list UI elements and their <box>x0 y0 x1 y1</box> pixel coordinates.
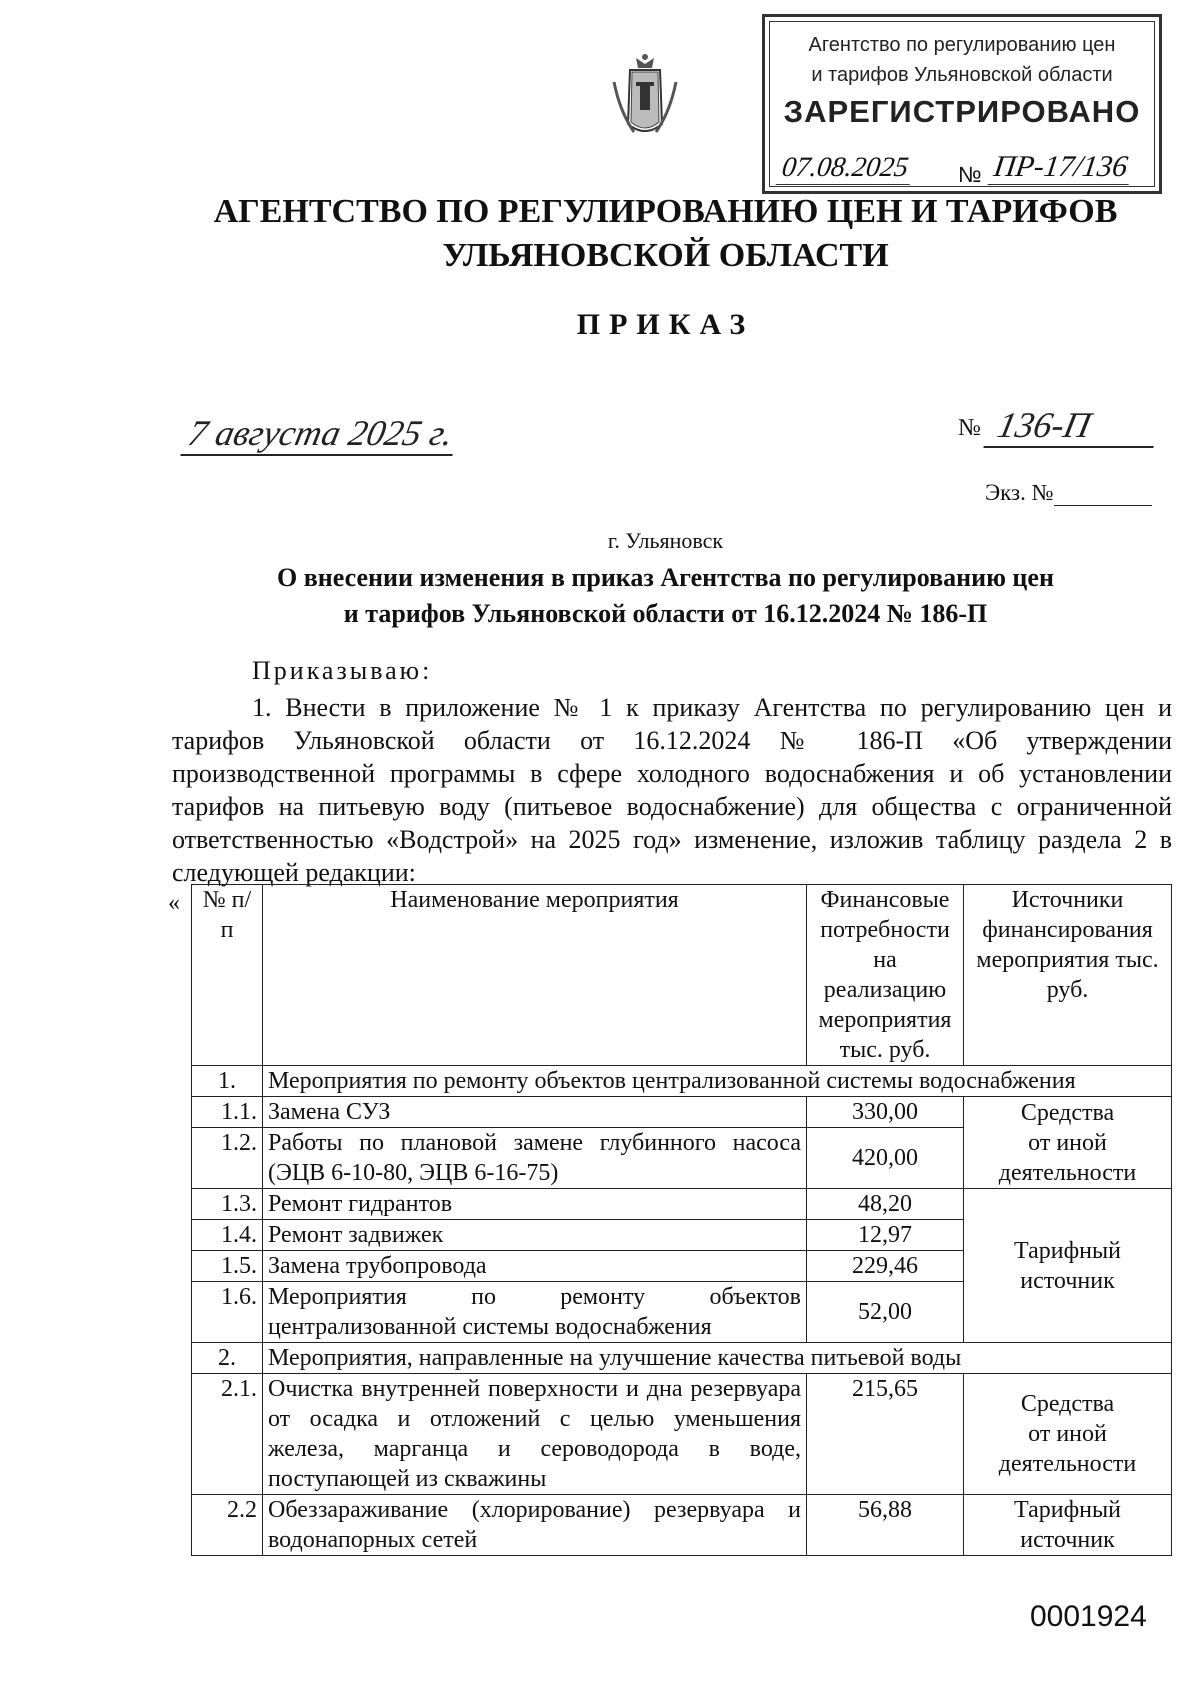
row-name: Очистка внутренней поверхности и дна резервуара от осадка и отложений с целью уменьшения железа, марганца и сероводорода в воде, поступающей из скважины <box>263 1374 807 1495</box>
funding-source-line: деятельности <box>998 1451 1137 1477</box>
header-fin: Финансовые потребности на реализацию мероприятия тыс. руб. <box>807 885 964 1066</box>
row-num: 1.2. <box>192 1128 263 1189</box>
funding-source-line: Тарифный <box>1014 1237 1121 1264</box>
row-num: 1.6. <box>192 1282 263 1343</box>
header-num: № п/п <box>192 885 263 1066</box>
registration-stamp <box>762 14 1162 194</box>
table-row <box>192 1495 1172 1556</box>
row-name: Ремонт гидрантов <box>263 1189 807 1220</box>
copy-number-label: Экз. № <box>985 480 1054 505</box>
row-name: Ремонт задвижек <box>263 1220 807 1251</box>
row-fin: 330,00 <box>807 1097 964 1128</box>
funding-source-cell <box>964 1189 1172 1343</box>
row-name: Замена трубопровода <box>263 1251 807 1282</box>
section-num: 2. <box>192 1343 263 1374</box>
stamp-registered: ЗАРЕГИСТРИРОВАНО <box>783 94 1141 129</box>
order-subject <box>0 560 1200 632</box>
table-row <box>192 1189 1172 1220</box>
stamp-number-label: № <box>958 162 982 187</box>
row-num: 1.3. <box>192 1189 263 1220</box>
row-fin: 215,65 <box>807 1374 964 1495</box>
copy-number-blank <box>1054 505 1152 506</box>
coat-of-arms-icon <box>610 52 680 142</box>
row-fin: 229,46 <box>807 1251 964 1282</box>
row-fin: 52,00 <box>807 1282 964 1343</box>
row-num: 1.4. <box>192 1220 263 1251</box>
row-fin: 48,20 <box>807 1189 964 1220</box>
order-verb: Приказываю: <box>252 656 433 685</box>
copy-number <box>985 480 1152 506</box>
order-paragraph <box>172 691 1172 889</box>
row-fin: 56,88 <box>807 1495 964 1556</box>
agency-name-line2: УЛЬЯНОВСКОЙ ОБЛАСТИ <box>442 237 889 274</box>
table-row <box>192 1097 1172 1128</box>
table-row <box>192 1374 1172 1495</box>
row-num: 1.1. <box>192 1097 263 1128</box>
row-name: Мероприятия по ремонту объектов централизованной системы водоснабжения <box>263 1282 807 1343</box>
agency-name-line1: АГЕНТСТВО ПО РЕГУЛИРОВАНИЮ ЦЕН И ТАРИФОВ <box>213 193 1118 230</box>
table-header-row <box>192 885 1172 1066</box>
order-subject-line1: О внесении изменения в приказ Агентства по регулированию цен <box>277 563 1054 592</box>
measures-table <box>191 884 1172 1556</box>
row-name: Обеззараживание (хлорирование) резервуара и водонапорных сетей <box>263 1495 807 1556</box>
row-num: 2.2 <box>192 1495 263 1556</box>
header-name: Наименование мероприятия <box>263 885 807 1066</box>
row-fin: 420,00 <box>807 1128 964 1189</box>
funding-source-line: Тарифный <box>1014 1497 1121 1523</box>
stamp-number: ПР-17/136 <box>988 150 1134 185</box>
order-paragraph-text: 1. Внести в приложение № 1 к приказу Агентства по регулированию цен и тарифов Ульяновской области от 16.12.2024 № 186-П «Об утверждении производственной программы в сфере холодного водоснабжения и об установлении тарифов на питьевую воду (питьевое водоснабжение) для общества с ограниченной ответственностью «Водстрой» на 2025 год» изменение, изложив таблицу раздела 2 в следующей редакции: <box>172 693 1172 887</box>
section-name: Мероприятия, направленные на улучшение качества питьевой воды <box>263 1343 1172 1374</box>
order-number: 136-П <box>983 404 1162 448</box>
funding-source-line: источник <box>1020 1527 1115 1553</box>
funding-source-line: от иной <box>1028 1129 1107 1156</box>
document-serial-number: 0001924 <box>1030 1600 1147 1633</box>
header-src: Источники финансирования мероприятия тыс. руб. <box>964 885 1172 1066</box>
funding-source-cell <box>964 1097 1172 1189</box>
funding-source-cell <box>964 1495 1172 1556</box>
document-title: ПРИКАЗ <box>576 308 755 341</box>
row-fin: 12,97 <box>807 1220 964 1251</box>
section-row <box>192 1343 1172 1374</box>
order-subject-line2: и тарифов Ульяновской области от 16.12.2024 № 186-П <box>343 599 988 628</box>
section-row <box>192 1066 1172 1097</box>
table-open-quote: « <box>168 890 180 916</box>
row-num: 1.5. <box>192 1251 263 1282</box>
section-num: 1. <box>192 1066 263 1097</box>
order-date: 7 августа 2025 г. <box>180 412 461 456</box>
stamp-agency-line2: и тарифов Ульяновской области <box>811 64 1113 86</box>
funding-source-line: Средства <box>1020 1391 1115 1417</box>
section-name: Мероприятия по ремонту объектов централизованной системы водоснабжения <box>263 1066 1172 1097</box>
stamp-agency-line1: Агентство по регулированию цен <box>808 34 1116 56</box>
agency-name <box>0 190 1200 278</box>
order-number-label: № <box>958 415 981 441</box>
row-name: Замена СУЗ <box>263 1097 807 1128</box>
funding-source-line: деятельности <box>998 1159 1137 1186</box>
funding-source-line: от иной <box>1028 1421 1107 1447</box>
stamp-date: 07.08.2025 <box>776 152 915 185</box>
funding-source-line: источник <box>1020 1267 1115 1294</box>
funding-source-cell <box>964 1374 1172 1495</box>
city: г. Ульяновск <box>607 528 724 553</box>
funding-source-line: Средства <box>1020 1099 1115 1126</box>
row-name: Работы по плановой замене глубинного насоса (ЭЦВ 6-10-80, ЭЦВ 6-16-75) <box>263 1128 807 1189</box>
row-num: 2.1. <box>192 1374 263 1495</box>
